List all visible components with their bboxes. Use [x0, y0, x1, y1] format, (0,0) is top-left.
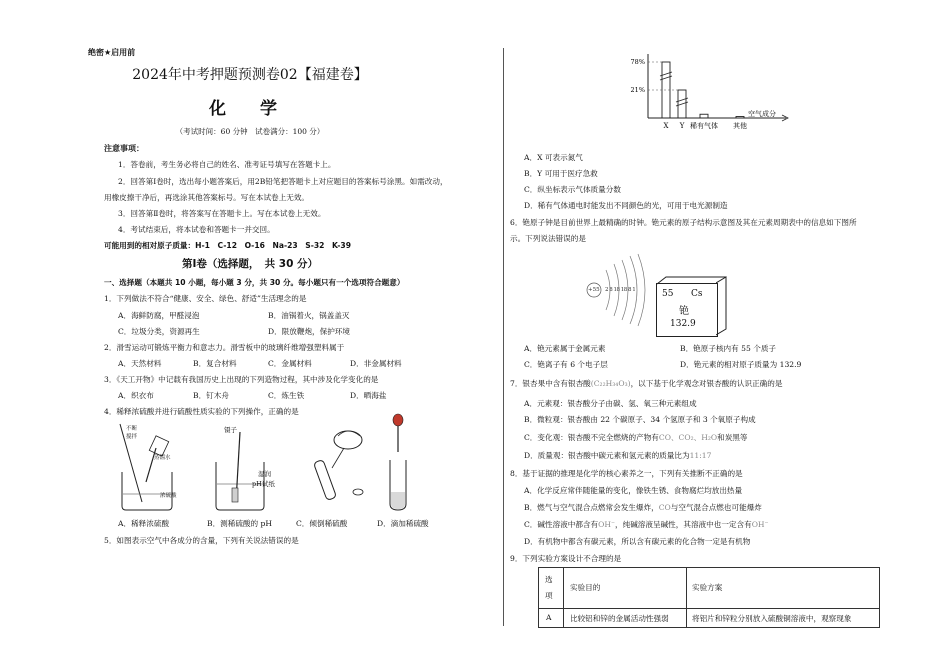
cell-3d-edge — [716, 276, 728, 336]
q2-option-d: D．非金属材料 — [350, 359, 402, 368]
q2-option-c: C．金属材料 — [268, 359, 312, 368]
q2-stem: 2．滑雪运动可锻炼平衡力和意志力。滑雪板中的玻璃纤维增强塑料属于 — [104, 343, 345, 352]
q5-option-c: C．纵坐标表示气体质量分数 — [524, 185, 621, 194]
table-row-a-purpose: 比较铝和锌的金属活动性强弱 — [570, 614, 669, 623]
q7-option-c — [524, 432, 747, 443]
q8-option-a: A．化学反应常伴随能量的变化，像铁生锈、食物腐烂均放出热量 — [524, 486, 743, 495]
table-head-purpose: 实验目的 — [570, 583, 601, 592]
y-tick-label-1: 21% — [630, 86, 645, 94]
electron-shells: 2 8 18 18 8 1 — [605, 287, 636, 293]
q8-option-c-b: ，纯碱溶液呈碱性，其溶液中也一定含有 — [615, 520, 752, 529]
q1-stem: 1．下列做法不符合“健康、安全、绿色、舒适”生活理念的是 — [104, 294, 307, 303]
part1-title: 第Ⅰ卷（选择题， 共 30 分） — [181, 258, 319, 270]
dropper-figure — [378, 412, 418, 512]
q7-option-d — [524, 450, 711, 461]
section-heading: 一、选择题（本题共 10 小题，每小题 3 分，共 30 分。每小题只有一个选项符合题意） — [104, 278, 405, 287]
y-tick-label-0: 78% — [630, 58, 645, 66]
q8-option-c-ion-2: OH⁻ — [751, 520, 769, 529]
q7-stem-b: ，以下基于化学观念对银杏酸的认识正确的是 — [630, 379, 783, 388]
q7-option-c-b: 和炭黑等 — [717, 433, 748, 442]
q8-option-b-a: B．燃气与空气混合点燃常会发生爆炸， — [524, 503, 659, 512]
q4-stem: 4．稀释浓硫酸并进行硫酸性质实验的下列操作，正确的是 — [104, 407, 299, 416]
q8-option-b-formula: CO — [658, 503, 671, 512]
table-head-plan: 实验方案 — [692, 583, 723, 592]
q4-option-b: B．测稀硫酸的 pH — [207, 519, 273, 528]
element-symbol: Cs — [691, 289, 703, 299]
water-label: 蒸馏水 — [154, 455, 171, 461]
q8-option-b — [524, 502, 762, 513]
subject-title: 化 学 — [209, 99, 291, 119]
atomic-mass: 132.9 — [670, 319, 696, 329]
bar-3 — [736, 117, 744, 119]
table-row-a-option: A — [546, 613, 552, 622]
atomic-number: 55 — [662, 289, 674, 299]
q3-option-d: D．晒海盐 — [350, 391, 387, 400]
category-label: Y — [679, 122, 685, 130]
q8-option-b-b: 与空气混合点燃也可能爆炸 — [670, 503, 762, 512]
q4-option-a: A．稀释浓硫酸 — [118, 519, 170, 528]
q8-option-c — [524, 519, 769, 530]
q7-formula: (C₂₂H₃₄O₃) — [590, 379, 631, 388]
q9-stem: 9．下列实验方案设计不合理的是 — [510, 554, 622, 563]
q1-option-c: C．垃圾分类，资源再生 — [118, 327, 200, 336]
stir-label-1: 不断 — [126, 426, 138, 432]
table-col-line — [686, 568, 687, 627]
q2-option-b: B．复合材料 — [193, 359, 237, 368]
q8-option-c-ion: OH⁻ — [598, 520, 616, 529]
table-head-option-1: 选 — [545, 575, 553, 584]
q2-option-a: A．天然材料 — [118, 359, 162, 368]
note-2b: 用橡皮擦干净后，再选涂其他答案标号。写在本试卷上无效。 — [104, 193, 310, 202]
q6-stem-1: 6．铯原子钟是目前世界上最精确的时钟。铯元素的原子结构示意图及其在元素周期表中的信息如下图所 — [510, 218, 857, 227]
q1-option-b: B．油锅着火，锅盖盖灭 — [268, 311, 350, 320]
air-composition-chart — [616, 50, 796, 132]
q8-option-d: D．有机物中都含有碳元素，所以含有碳元素的化合物一定是有机物 — [524, 537, 751, 546]
table-col-line — [563, 568, 564, 627]
q8-stem: 8．基于证据的推理是化学的核心素养之一，下列有关推断不正确的是 — [510, 469, 743, 478]
notes-heading: 注意事项： — [104, 144, 144, 153]
periodic-table-cell — [656, 283, 718, 337]
note-3: 3．回答第Ⅱ卷时，将答案写在答题卡上。写在本试卷上无效。 — [118, 209, 326, 218]
q4-option-c: C．倾倒稀硫酸 — [296, 519, 348, 528]
q5-option-a: A．X 可表示氮气 — [524, 153, 583, 162]
q6-option-d: D．铯元素的相对原子质量为 132.9 — [680, 360, 802, 369]
q5-option-d: D．稀有气体通电时能发出不同颜色的光，可用于电光源制造 — [524, 201, 728, 210]
q6-option-b: B．铯原子核内有 55 个质子 — [680, 344, 777, 353]
exam-title: 2024年中考押题预测卷02【福建卷】 — [132, 67, 368, 83]
acid-label: 浓硫酸 — [160, 493, 177, 499]
note-4: 4．考试结束后，将本试卷和答题卡一并交回。 — [118, 225, 275, 234]
q7-option-d-ratio: 11:17 — [689, 451, 712, 460]
q9-table — [538, 567, 880, 628]
cell-3d-top — [656, 276, 728, 285]
table-row-line — [539, 608, 879, 609]
ph-paper-label-1: 湿润 — [258, 470, 271, 478]
q7-option-d-a: D．质量观：银杏酸中碳元素和氢元素的质量比为 — [524, 451, 690, 460]
note-2a: 2．回答第Ⅰ卷时，选出每小题答案后，用2B铅笔把答题卡上对应题目的答案标号涂黑。如需改动， — [118, 177, 448, 186]
q5-stem: 5．如图表示空气中各成分的含量，下列有关说法错误的是 — [104, 536, 299, 545]
q7-option-c-formula: CO、CO₂、H₂O — [658, 433, 718, 442]
confidential-label: 绝密★启用前 — [88, 48, 136, 57]
category-label: 稀有气体 — [690, 122, 718, 130]
q3-option-a: A．织衣布 — [118, 391, 154, 400]
note-1: 1．答卷前，考生务必将自己的姓名、准考证号填写在答题卡上。 — [118, 160, 336, 169]
stir-label-2: 搅拌 — [126, 434, 138, 440]
ph-paper-label-2: pH试纸 — [252, 480, 275, 488]
q6-option-c: C．铯离子有 6 个电子层 — [524, 360, 608, 369]
tweezers-label: 镊子 — [224, 426, 237, 434]
q7-stem — [510, 378, 782, 389]
bar-2 — [700, 114, 708, 118]
column-divider — [503, 48, 504, 626]
nucleus-label: +55 — [588, 287, 600, 293]
chart-x-label: 空气成分 — [748, 110, 776, 118]
q4-option-d: D．滴加稀硫酸 — [377, 519, 429, 528]
pouring-figure — [300, 420, 380, 512]
q3-option-c: C．炼生铁 — [268, 391, 305, 400]
q8-option-c-a: C．碱性溶液中都含有 — [524, 520, 599, 529]
q1-option-a: A．海鲜防腐，甲醛浸泡 — [118, 311, 200, 320]
category-label: 其他 — [733, 122, 747, 130]
q7-stem-a: 7．银杏果中含有银杏酸 — [510, 379, 591, 388]
exam-info: （考试时间：60 分钟 试卷满分：100 分） — [175, 127, 325, 136]
q3-stem: 3．《天工开物》中记载有我国历史上出现的下列造物过程，其中涉及化学变化的是 — [104, 375, 379, 384]
q6-stem-2: 示。下列说法错误的是 — [510, 234, 586, 243]
table-row-a-plan: 将铝片和锌粒分别放入硫酸铜溶液中，观察现象 — [692, 614, 852, 623]
q3-option-b: B．钉木舟 — [193, 391, 229, 400]
q6-option-a: A．铯元素属于金属元素 — [524, 344, 606, 353]
q1-option-d: D．限放鞭炮，保护环境 — [268, 327, 351, 336]
element-name: 铯 — [679, 306, 689, 317]
q7-option-b: B．微粒观：银杏酸由 22 个碳原子、34 个氢原子和 3 个氧原子构成 — [524, 415, 756, 424]
table-head-option-2: 项 — [545, 591, 553, 600]
q5-option-b: B．Y 可用于医疗急救 — [524, 169, 598, 178]
category-label: X — [663, 122, 669, 130]
q7-option-c-a: C．变化观：银杏酸不完全燃烧的产物有 — [524, 433, 659, 442]
atomic-masses: 可能用到的相对原子质量：H-1 C-12 O-16 Na-23 S-32 K-39 — [104, 241, 351, 250]
q7-option-a: A．元素观：银杏酸分子由碳、氢、氧三种元素组成 — [524, 399, 697, 408]
